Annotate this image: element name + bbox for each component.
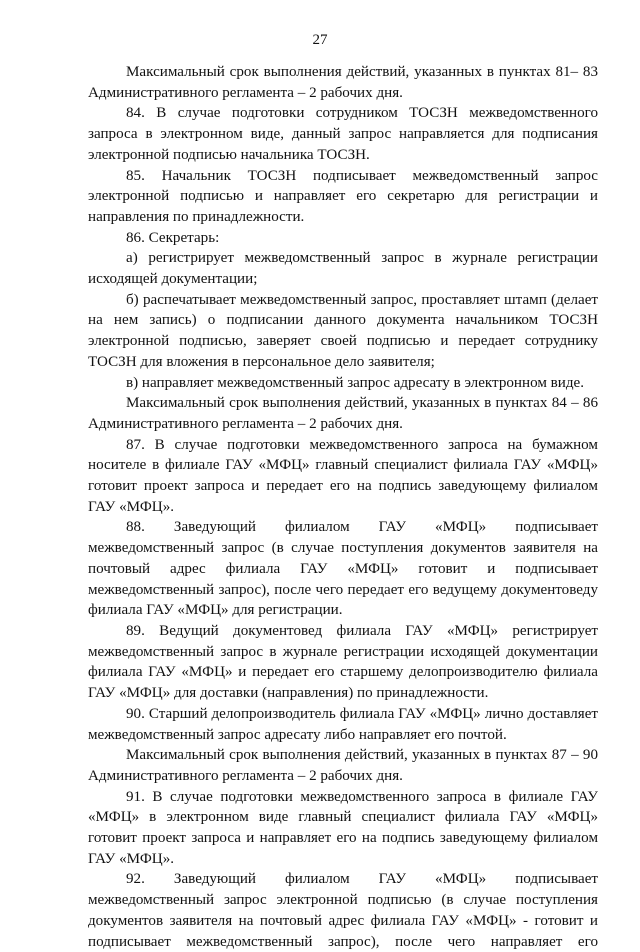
paragraph-90: 90. Старший делопроизводитель филиала ГАУ «МФЦ» лично доставляет межведомственный запрос адресату либо направляет его почтой. (88, 705, 598, 743)
page-number: 27 (312, 32, 328, 48)
paragraph-86-a: а) регистрирует межведомственный запрос в журнале регистрации исходящей документации; (88, 250, 598, 288)
paragraph-deadline-87-90: Максимальный срок выполнения действий, указанных в пунктах 87 – 90 Административного регламента – 2 рабочих дня. (88, 747, 598, 784)
paragraph-87: 87. В случае подготовки межведомственного запроса на бумажном носителе в филиале ГАУ «МФЦ» главный специалист филиала ГАУ «МФЦ» готовит проект запроса и передает его на подпись заведующему филиалом ГАУ «МФЦ». (88, 436, 598, 515)
paragraph-86: 86. Секретарь: (126, 229, 220, 246)
document-body (88, 62, 598, 952)
paragraph-deadline-81-83: Максимальный срок выполнения действий, указанных в пунктах 81– 83 Административного регламента – 2 рабочих дня. (88, 64, 598, 101)
paragraph-deadline-84-86: Максимальный срок выполнения действий, указанных в пунктах 84 – 86 Административного регламента – 2 рабочих дня. (88, 395, 598, 432)
paragraph-89: 89. Ведущий документовед филиала ГАУ «МФЦ» регистрирует межведомственный запрос в журнале регистрации исходящей документации филиала ГАУ «МФЦ» и передает его старшему делопроизводителю филиала ГАУ «МФЦ» для доставки (направления) по принадлежности. (88, 622, 598, 702)
paragraph-88: 88. Заведующий филиалом ГАУ «МФЦ» подписывает межведомственный запрос (в случае поступления документов заявителя на почтовый адрес филиала ГАУ «МФЦ» готовит и подписывает межведомственный запрос), после чего передает его ведущему документоведу филиала ГАУ «МФЦ» для регистрации. (88, 519, 598, 619)
paragraph-92: 92. Заведующий филиалом ГАУ «МФЦ» подписывает межведомственный запрос электронной подписью (в случае поступления документов заявителя на почтовый адрес филиала ГАУ «МФЦ» - готовит и подписывает межведомственный запрос), после чего направляет его (88, 871, 598, 950)
paragraph-86-v: в) направляет межведомственный запрос адресату в электронном виде. (126, 374, 585, 391)
paragraph-86-b: б) распечатывает межведомственный запрос, проставляет штамп (делает на нем запись) о подписании данного документа начальником ТОСЗН электронной подписью, заверяет своей подписью и передает сотруднику ТОСЗН для вложения в персональное дело заявителя; (88, 291, 598, 370)
paragraph-85: 85. Начальник ТОСЗН подписывает межведомственный запрос электронной подписью и направляет его секретарю для регистрации и направления по принадлежности. (88, 167, 598, 225)
paragraph-84: 84. В случае подготовки сотрудником ТОСЗН межведомственного запроса в электронном виде, данный запрос направляется для подписания электронной подписью начальника ТОСЗН. (88, 105, 598, 163)
paragraph-91: 91. В случае подготовки межведомственного запроса в филиале ГАУ «МФЦ» в электронном виде главный специалист филиала ГАУ «МФЦ» готовит проект запроса и направляет его на подпись заведующему филиалом ГАУ «МФЦ». (88, 788, 598, 867)
